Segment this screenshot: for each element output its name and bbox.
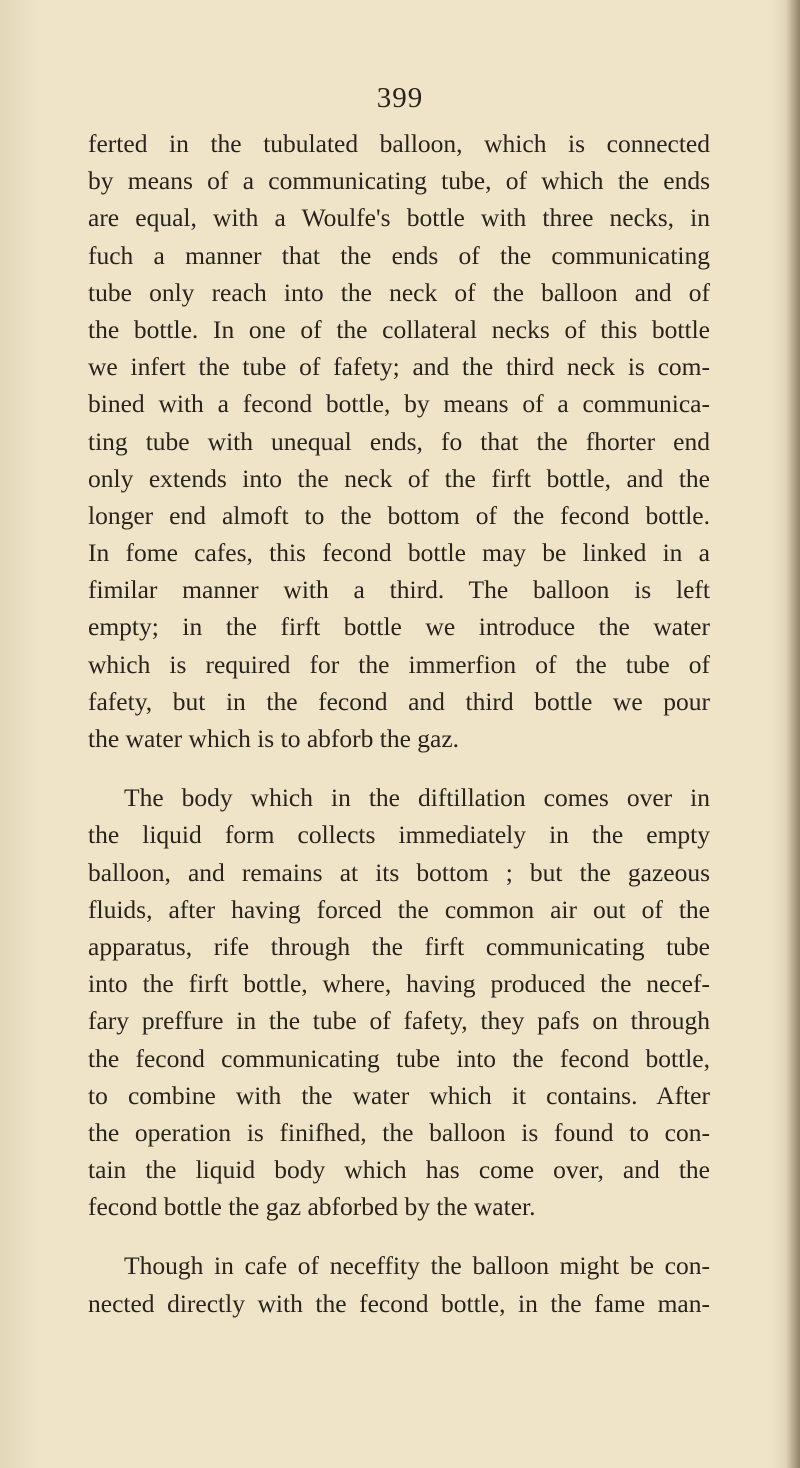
text-line: the liquid form collects immediately in the empty: [88, 820, 710, 850]
text-line: bined with a fecond bottle, by means of a communica-: [88, 389, 710, 419]
text-line: fimilar manner with a third. The balloon is left: [88, 575, 710, 605]
text-line: only extends into the neck of the firft bottle, and the: [88, 463, 710, 493]
paragraph: [88, 1247, 710, 1321]
body-text: [88, 125, 710, 1322]
text-line: fary preffure in the tube of fafety, they pafs on through: [88, 1006, 710, 1036]
text-line: empty; in the firft bottle we introduce the water: [88, 612, 710, 642]
text-line: the operation is finifhed, the balloon is found to con-: [88, 1117, 710, 1147]
text-line: the bottle. In one of the collateral necks of this bottle: [88, 314, 710, 344]
paragraph: [88, 125, 710, 757]
text-line: nected directly with the fecond bottle, in the fame man-: [88, 1288, 710, 1318]
text-line: The body which in the diftillation comes over in: [124, 783, 710, 813]
text-line: to combine with the water which it contains. After: [88, 1080, 710, 1110]
text-line: fluids, after having forced the common air out of the: [88, 894, 710, 924]
text-line: fecond bottle the gaz abforbed by the water.: [88, 1192, 536, 1222]
text-line: the water which is to abforb the gaz.: [88, 724, 460, 753]
text-line: Though in cafe of neceffity the balloon might be con-: [124, 1251, 710, 1281]
text-line: ferted in the tubulated balloon, which is connected: [88, 129, 710, 158]
page-number: 399: [376, 82, 424, 114]
text-line: we infert the tube of fafety; and the third neck is com-: [88, 352, 710, 382]
paragraph-gap: [88, 1225, 710, 1247]
text-line: which is required for the immerfion of the tube of: [88, 649, 710, 679]
page-edge-shadow: [786, 0, 800, 1468]
text-line: tain the liquid body which has come over, and the: [88, 1155, 710, 1185]
text-line: apparatus, rife through the firft communicating tube: [88, 931, 710, 961]
paragraph-gap: [88, 757, 710, 779]
paragraph: [88, 779, 710, 1225]
text-line: by means of a communicating tube, of which the ends: [88, 166, 710, 196]
text-line: balloon, and remains at its bottom ; but the gazeous: [88, 857, 710, 887]
text-line: are equal, with a Woulfe's bottle with three necks, in: [88, 203, 710, 233]
text-line: fuch a manner that the ends of the communicating: [88, 240, 710, 270]
text-line: In fome cafes, this fecond bottle may be linked in a: [88, 538, 710, 568]
text-line: ting tube with unequal ends, fo that the fhorter end: [88, 426, 710, 456]
text-line: fafety, but in the fecond and third bottle we pour: [88, 686, 710, 716]
text-line: the fecond communicating tube into the fecond bottle,: [88, 1043, 710, 1073]
text-line: longer end almoft to the bottom of the fecond bottle.: [88, 500, 710, 530]
text-line: into the firft bottle, where, having produced the necef-: [88, 969, 710, 999]
text-line: tube only reach into the neck of the balloon and of: [88, 277, 710, 307]
